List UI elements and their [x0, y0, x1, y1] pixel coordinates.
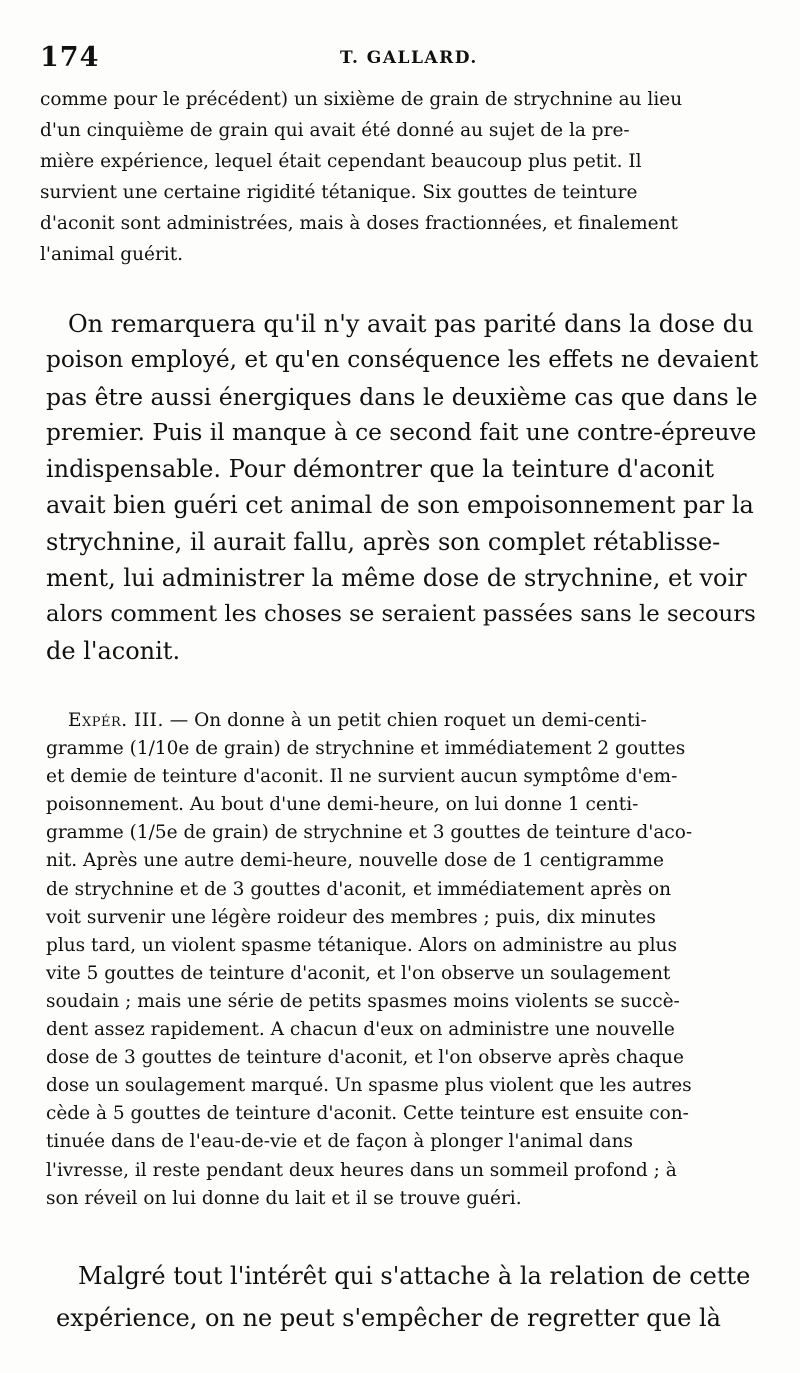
text-line: son réveil on lui donne du lait et il se trouve guéri. — [46, 1187, 522, 1209]
text-line: mière expérience, lequel était cependant beaucoup plus petit. Il — [40, 151, 642, 172]
text-line: l'ivresse, il reste pendant deux heures dans un sommeil profond ; à — [46, 1159, 677, 1181]
text-line: Malgré tout l'intérêt qui s'attache à la relation de cette — [78, 1262, 751, 1290]
text-line: de l'aconit. — [46, 636, 181, 665]
text-line: indispensable. Pour démontrer que la teinture d'aconit — [46, 455, 715, 484]
text-line: pas être aussi énergiques dans le deuxième cas que dans le — [46, 382, 758, 411]
text-line: soudain ; mais une série de petits spasmes moins violents se succè- — [46, 990, 680, 1012]
text-line: tinuée dans de l'eau-de-vie et de façon à plonger l'animal dans — [46, 1131, 634, 1153]
text-line: dent assez rapidement. A chacun d'eux on administre une nouvelle — [46, 1019, 675, 1041]
text-line: ment, lui administrer la même dose de strychnine, et voir — [46, 564, 747, 593]
paragraph-commentary — [46, 306, 758, 669]
text-line: d'aconit sont administrées, mais à doses fractionnées, et finalement — [40, 213, 678, 234]
text-line: l'animal guérit. — [40, 244, 184, 265]
text-line: et demie de teinture d'aconit. Il ne survient aucun symptôme d'em- — [46, 766, 678, 788]
page-number: 174 — [40, 42, 100, 73]
text-line: nit. Après une autre demi-heure, nouvelle dose de 1 centigramme — [46, 850, 664, 872]
text-line: poisonnement. Au bout d'une demi-heure, on lui donne 1 centi- — [46, 794, 639, 816]
text-line: survient une certaine rigidité tétanique. Six gouttes de teinture — [40, 182, 638, 203]
text-line: avait bien guéri cet animal de son empoisonnement par la — [46, 491, 754, 520]
text-line: premier. Puis il manque à ce second fait une contre-épreuve — [46, 418, 757, 446]
paragraph-experiment-3 — [46, 707, 758, 1213]
text-line: plus tard, un violent spasme tétanique. Alors on administre au plus — [46, 934, 677, 956]
running-head: T. GALLARD. — [340, 48, 478, 68]
text-line: On remarquera qu'il n'y avait pas parité dans la dose du — [68, 310, 754, 338]
experiment-label: Expér. III. — [68, 710, 164, 731]
text-line: expérience, on ne peut s'empêcher de regretter que là — [56, 1304, 721, 1332]
text-line: d'un cinquième de grain qui avait été donné au sujet de la pre- — [40, 120, 630, 141]
text-line: cède à 5 gouttes de teinture d'aconit. Cette teinture est ensuite con- — [46, 1103, 689, 1125]
text-line: gramme (1/10e de grain) de strychnine et immédiatement 2 gouttes — [46, 738, 686, 760]
text-line: alors comment les choses se seraient passées sans le secours — [46, 601, 756, 628]
text-line: strychnine, il aurait fallu, après son complet rétablisse- — [46, 527, 721, 556]
text-line — [46, 707, 758, 735]
text-line: comme pour le précédent) un sixième de grain de strychnine au lieu — [40, 89, 683, 110]
text-line: dose de 3 gouttes de teinture d'aconit, et l'on observe après chaque — [46, 1047, 684, 1069]
text-line: voit survenir une légère roideur des membres ; puis, dix minutes — [46, 906, 656, 928]
text-segment: — On donne à un petit chien roquet un demi-centi- — [163, 710, 647, 731]
text-line: de strychnine et de 3 gouttes d'aconit, et immédiatement après on — [46, 878, 672, 900]
paragraph-continuation — [40, 84, 756, 270]
paragraph-conclusion — [56, 1255, 760, 1339]
text-line: gramme (1/5e de grain) de strychnine et 3 gouttes de teinture d'aco- — [46, 822, 693, 844]
page-header — [40, 42, 760, 76]
text-line: poison employé, et qu'en conséquence les effets ne devaient — [46, 346, 759, 374]
text-line: vite 5 gouttes de teinture d'aconit, et l'on observe un soulagement — [46, 962, 671, 984]
text-line: dose un soulagement marqué. Un spasme plus violent que les autres — [46, 1075, 692, 1097]
